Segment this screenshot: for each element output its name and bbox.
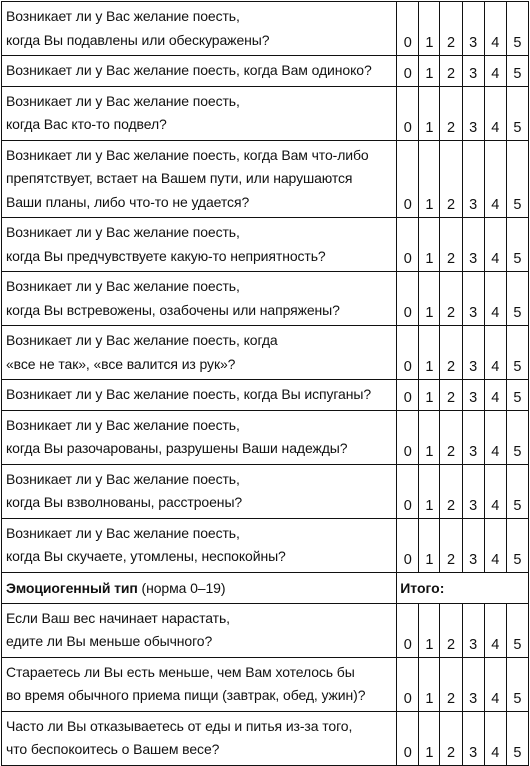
type-summary-block [2,572,529,603]
score-option[interactable]: 2 [440,56,462,87]
score-option[interactable]: 3 [462,657,484,711]
score-option[interactable]: 3 [462,518,484,572]
type-norm: (норма 0–19) [137,579,226,596]
score-option[interactable]: 0 [397,464,419,518]
score-option[interactable]: 4 [484,464,506,518]
question-line: Часто ли Вы отказываетесь от еды и питья из-за того, [6,717,353,734]
question-line: Возникает ли у Вас желание поесть, [6,470,240,487]
score-option[interactable]: 3 [462,380,484,411]
score-option[interactable]: 3 [462,140,484,218]
score-option[interactable]: 0 [397,272,419,326]
question-text [2,518,397,572]
score-option[interactable]: 2 [440,657,462,711]
score-option[interactable]: 1 [419,2,440,56]
questions-block-b [2,603,529,765]
question-text [2,218,397,272]
question-line: что беспокоитесь о Вашем весе? [6,741,220,757]
question-line: едите ли Вы меньше обычного? [6,633,213,649]
question-row [2,140,529,218]
question-text [2,86,397,140]
score-option[interactable]: 1 [419,326,440,380]
score-option[interactable]: 0 [397,218,419,272]
question-row [2,218,529,272]
question-line: во время обычного приема пищи (завтрак, обед, ужин)? [6,687,366,703]
score-option[interactable]: 0 [397,711,419,765]
score-option[interactable]: 5 [506,410,528,464]
score-option[interactable]: 3 [462,603,484,657]
question-line: Возникает ли у Вас желание поесть, [6,278,240,294]
question-line: Возникает ли у Вас желание поесть, [6,416,240,433]
score-option[interactable]: 2 [440,2,462,56]
question-row [2,603,529,657]
question-line: Если Ваш вес начинает нарастать, [6,609,230,626]
score-option[interactable]: 4 [484,140,506,218]
score-option[interactable]: 4 [484,518,506,572]
score-option[interactable]: 4 [484,326,506,380]
question-row [2,380,529,411]
score-option[interactable]: 3 [462,326,484,380]
question-row [2,326,529,380]
score-option[interactable]: 4 [484,380,506,411]
type-label-cell [2,572,397,603]
score-option[interactable]: 5 [506,56,528,87]
question-line: «все не так», «все валится из рук»? [6,355,236,372]
question-row [2,657,529,711]
question-line: Возникает ли у Вас желание поесть, когда [6,332,278,348]
type-name: Эмоциогенный тип [6,579,138,596]
score-option[interactable]: 5 [506,518,528,572]
question-line: когда Вы скучаете, утомлены, неспокойны? [6,548,286,564]
score-option[interactable]: 5 [506,140,528,218]
question-text [2,380,397,411]
score-option[interactable]: 5 [506,657,528,711]
score-option[interactable]: 5 [506,86,528,140]
score-option[interactable]: 0 [397,86,419,140]
question-row [2,518,529,572]
question-text [2,711,397,765]
question-text [2,326,397,380]
score-option[interactable]: 0 [397,657,419,711]
question-text [2,657,397,711]
score-option[interactable]: 1 [419,380,440,411]
score-option[interactable]: 5 [506,380,528,411]
total-label: Итого: [397,572,529,603]
question-line: Возникает ли у Вас желание поесть, когда Вы испуганы? [6,386,372,402]
question-row [2,2,529,56]
questionnaire-table [1,1,529,766]
score-option[interactable]: 1 [419,272,440,326]
score-option[interactable]: 0 [397,380,419,411]
score-option[interactable]: 3 [462,2,484,56]
question-text [2,56,397,87]
score-option[interactable]: 2 [440,272,462,326]
score-option[interactable]: 1 [419,218,440,272]
score-option[interactable]: 2 [440,86,462,140]
score-option[interactable]: 2 [440,140,462,218]
question-row [2,711,529,765]
question-line: когда Вас кто-то подвел? [6,116,167,132]
score-option[interactable]: 1 [419,140,440,218]
score-option[interactable]: 1 [419,518,440,572]
score-option[interactable]: 3 [462,272,484,326]
questions-block-a [2,2,529,573]
score-option[interactable]: 2 [440,326,462,380]
question-line: когда Вы встревожены, озабочены или напряжены? [6,301,340,318]
score-option[interactable]: 0 [397,2,419,56]
score-option[interactable]: 5 [506,272,528,326]
score-option[interactable]: 4 [484,56,506,87]
score-option[interactable]: 2 [440,711,462,765]
score-option[interactable]: 1 [419,603,440,657]
score-option[interactable]: 3 [462,218,484,272]
score-option[interactable]: 0 [397,603,419,657]
question-text [2,140,397,218]
score-option[interactable]: 0 [397,410,419,464]
score-option[interactable]: 5 [506,326,528,380]
question-row [2,56,529,87]
score-option[interactable]: 1 [419,86,440,140]
score-option[interactable]: 1 [419,410,440,464]
question-line: Ваши планы, либо что-то не удается? [6,193,250,210]
score-option[interactable]: 4 [484,2,506,56]
question-text [2,2,397,56]
question-line: когда Вы предчувствуете какую-то неприятность? [6,247,326,264]
question-line: когда Вы разочарованы, разрушены Ваши надежды? [6,440,348,456]
score-option[interactable]: 2 [440,518,462,572]
score-option[interactable]: 2 [440,603,462,657]
score-option[interactable]: 1 [419,711,440,765]
score-option[interactable]: 5 [506,464,528,518]
question-row [2,464,529,518]
score-option[interactable]: 5 [506,218,528,272]
score-option[interactable]: 0 [397,140,419,218]
score-option[interactable]: 4 [484,711,506,765]
question-line: препятствует, встает на Вашем пути, или нарушаются [6,170,353,186]
score-option[interactable]: 3 [462,56,484,87]
question-line: когда Вы взволнованы, расстроены? [6,494,243,510]
question-line: Стараетесь ли Вы есть меньше, чем Вам хотелось бы [6,663,355,680]
score-option[interactable]: 5 [506,711,528,765]
score-option[interactable]: 4 [484,603,506,657]
question-line: Возникает ли у Вас желание поесть, [6,224,240,240]
score-option[interactable]: 1 [419,657,440,711]
question-text [2,272,397,326]
question-line: Возникает ли у Вас желание поесть, [6,8,240,24]
type-row [2,572,529,603]
question-text [2,603,397,657]
score-option[interactable]: 3 [462,86,484,140]
score-option[interactable]: 4 [484,86,506,140]
score-option[interactable]: 2 [440,410,462,464]
score-option[interactable]: 0 [397,518,419,572]
score-option[interactable]: 0 [397,56,419,87]
score-option[interactable]: 2 [440,218,462,272]
question-row [2,86,529,140]
score-option[interactable]: 4 [484,657,506,711]
score-option[interactable]: 4 [484,218,506,272]
score-option[interactable]: 3 [462,464,484,518]
score-option[interactable]: 4 [484,410,506,464]
score-option[interactable]: 1 [419,56,440,87]
question-row [2,410,529,464]
score-option[interactable]: 2 [440,380,462,411]
question-row [2,272,529,326]
question-line: Возникает ли у Вас желание поесть, [6,92,240,109]
question-line: Возникает ли у Вас желание поесть, когда Вам одиноко? [6,62,372,78]
question-line: когда Вы подавлены или обескуражены? [6,31,270,48]
score-option[interactable]: 5 [506,603,528,657]
question-text [2,410,397,464]
score-option[interactable]: 1 [419,464,440,518]
score-option[interactable]: 4 [484,272,506,326]
question-line: Возникает ли у Вас желание поесть, [6,524,240,541]
score-option[interactable]: 0 [397,326,419,380]
score-option[interactable]: 3 [462,410,484,464]
score-option[interactable]: 3 [462,711,484,765]
question-line: Возникает ли у Вас желание поесть, когда Вам что-либо [6,146,369,163]
score-option[interactable]: 5 [506,2,528,56]
question-text [2,464,397,518]
score-option[interactable]: 2 [440,464,462,518]
